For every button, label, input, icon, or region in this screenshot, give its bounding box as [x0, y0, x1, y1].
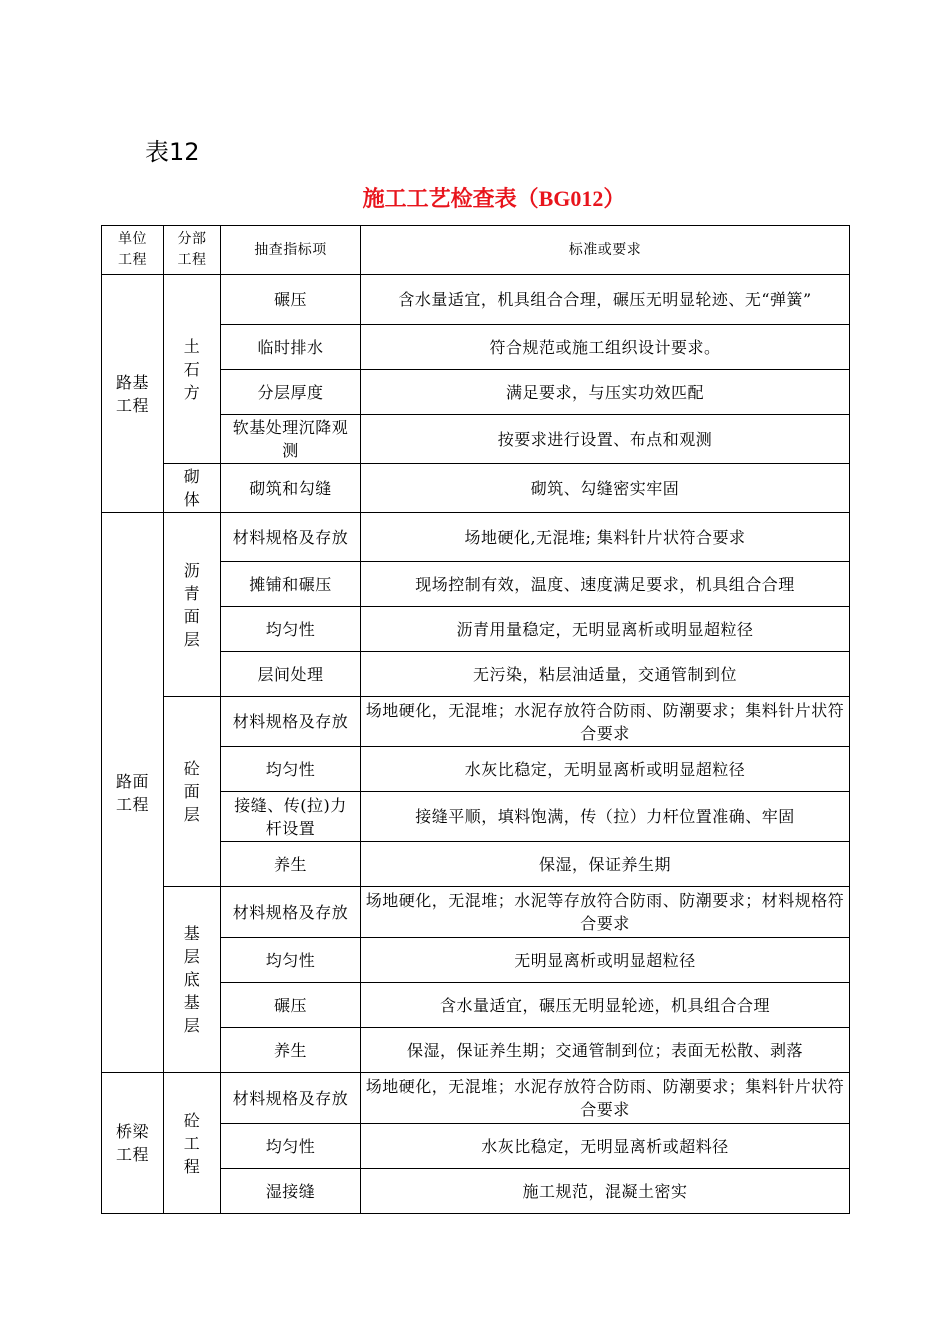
standard-cell: 满足要求，与压实功效匹配 — [361, 370, 850, 415]
standard-cell: 水灰比稳定，无明显离析或明显超粒径 — [361, 747, 850, 792]
standard-cell: 无污染，粘层油适量，交通管制到位 — [361, 652, 850, 697]
header-part: 分部工程 — [164, 226, 221, 275]
header-unit: 单位工程 — [102, 226, 164, 275]
document-title: 施工工艺检查表（BG012） — [362, 186, 626, 211]
standard-cell: 场地硬化，无混堆；水泥存放符合防雨、防潮要求；集料针片状符合要求 — [361, 1073, 850, 1124]
item-cell: 湿接缝 — [221, 1169, 361, 1214]
header-item: 抽查指标项 — [221, 226, 361, 275]
item-cell: 临时排水 — [221, 325, 361, 370]
standard-cell: 沥青用量稳定，无明显离析或明显超粒径 — [361, 607, 850, 652]
part-cell: 砼工程 — [164, 1073, 221, 1214]
standard-cell: 施工规范，混凝土密实 — [361, 1169, 850, 1214]
header-standard: 标准或要求 — [361, 226, 850, 275]
standard-cell: 水灰比稳定，无明显离析或超料径 — [361, 1124, 850, 1169]
standard-cell: 接缝平顺，填料饱满，传（拉）力杆位置准确、牢固 — [361, 792, 850, 842]
table-row — [102, 513, 850, 562]
table-row — [102, 697, 850, 747]
standard-cell: 保湿，保证养生期；交通管制到位；表面无松散、剥落 — [361, 1028, 850, 1073]
table-row — [102, 1073, 850, 1124]
standard-cell: 符合规范或施工组织设计要求。 — [361, 325, 850, 370]
part-cell: 砌体 — [164, 464, 221, 513]
item-cell: 材料规格及存放 — [221, 513, 361, 562]
table-number: 表12 — [145, 138, 200, 166]
item-cell: 层间处理 — [221, 652, 361, 697]
standard-cell: 保湿，保证养生期 — [361, 842, 850, 887]
inspection-table — [101, 225, 850, 1214]
part-cell: 土石方 — [164, 275, 221, 464]
unit-cell: 路基工程 — [102, 275, 164, 513]
item-cell: 分层厚度 — [221, 370, 361, 415]
table-row — [102, 464, 850, 513]
table-row — [102, 275, 850, 325]
table-row — [102, 887, 850, 938]
header-row — [102, 226, 850, 275]
unit-cell: 路面工程 — [102, 513, 164, 1073]
item-cell: 均匀性 — [221, 938, 361, 983]
standard-cell: 按要求进行设置、布点和观测 — [361, 415, 850, 464]
item-cell: 砌筑和勾缝 — [221, 464, 361, 513]
standard-cell: 含水量适宜，机具组合合理，碾压无明显轮迹、无“弹簧” — [361, 275, 850, 325]
standard-cell: 含水量适宜，碾压无明显轮迹，机具组合合理 — [361, 983, 850, 1028]
item-cell: 养生 — [221, 1028, 361, 1073]
item-cell: 软基处理沉降观测 — [221, 415, 361, 464]
item-cell: 碾压 — [221, 983, 361, 1028]
item-cell: 养生 — [221, 842, 361, 887]
item-cell: 材料规格及存放 — [221, 887, 361, 938]
part-cell: 沥青面层 — [164, 513, 221, 697]
item-cell: 材料规格及存放 — [221, 1073, 361, 1124]
item-cell: 接缝、传(拉)力杆设置 — [221, 792, 361, 842]
part-cell: 砼面层 — [164, 697, 221, 887]
standard-cell: 场地硬化，无混堆；水泥等存放符合防雨、防潮要求；材料规格符合要求 — [361, 887, 850, 938]
item-cell: 均匀性 — [221, 1124, 361, 1169]
standard-cell: 场地硬化,无混堆; 集料针片状符合要求 — [361, 513, 850, 562]
standard-cell: 砌筑、勾缝密实牢固 — [361, 464, 850, 513]
standard-cell: 现场控制有效，温度、速度满足要求，机具组合合理 — [361, 562, 850, 607]
unit-cell: 桥梁工程 — [102, 1073, 164, 1214]
standard-cell: 场地硬化，无混堆；水泥存放符合防雨、防潮要求；集料针片状符合要求 — [361, 697, 850, 747]
item-cell: 碾压 — [221, 275, 361, 325]
item-cell: 均匀性 — [221, 607, 361, 652]
standard-cell: 无明显离析或明显超粒径 — [361, 938, 850, 983]
item-cell: 摊铺和碾压 — [221, 562, 361, 607]
item-cell: 材料规格及存放 — [221, 697, 361, 747]
part-cell: 基层底基层 — [164, 887, 221, 1073]
item-cell: 均匀性 — [221, 747, 361, 792]
